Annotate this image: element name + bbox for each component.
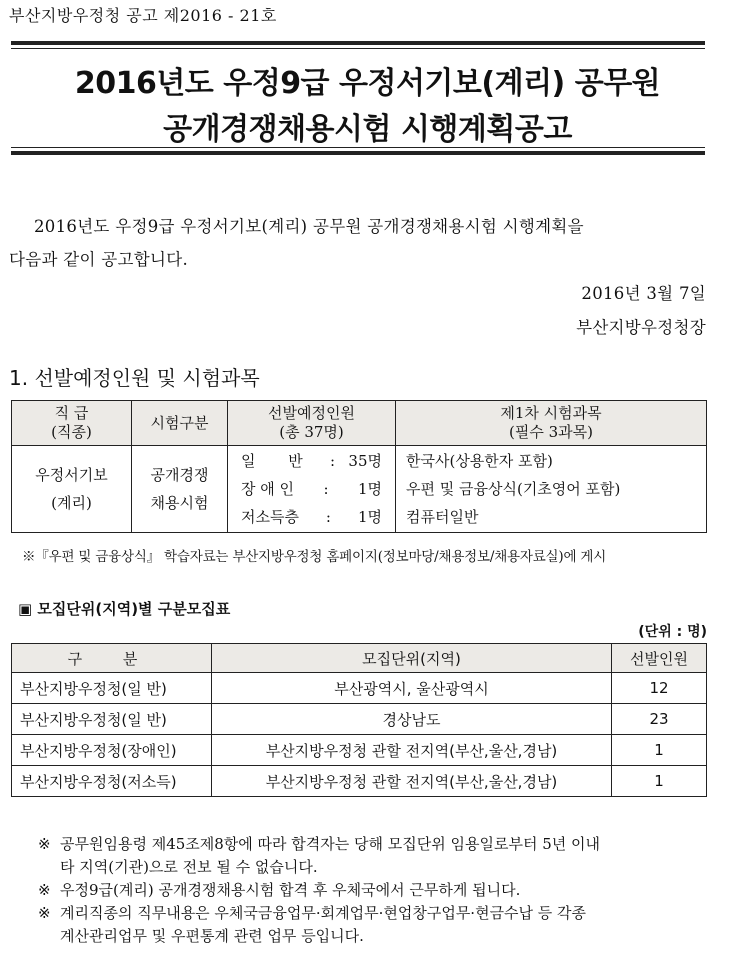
intro-line-2: 다음과 같이 공고합니다.	[9, 250, 189, 269]
header-subjects-sub: (필수 3과목)	[509, 423, 593, 441]
rank-sub-value: (계리)	[51, 494, 92, 512]
planned-general: 일 반 : 35명	[229, 447, 394, 475]
rank-value: 우정서기보	[35, 466, 108, 484]
header-division	[12, 644, 212, 673]
planned-label: 일 반	[241, 452, 317, 470]
recruit-table	[11, 643, 707, 797]
title-line-1: 2016년도 우정9급 우정서기보(계리) 공무원	[74, 66, 661, 101]
subject-item: 컴퓨터일반	[406, 508, 479, 526]
planned-label: 저소득층	[241, 508, 299, 526]
table-row	[12, 673, 707, 704]
division-cell: 부산지방우정청(장애인)	[12, 735, 212, 766]
header-planned-sub: (총 37명)	[279, 423, 344, 441]
table-row	[12, 766, 707, 797]
count-cell: 1	[612, 735, 707, 766]
header-count: 선발인원	[612, 644, 707, 673]
count-cell: 12	[612, 673, 707, 704]
cell-exam-type	[132, 446, 228, 533]
division-cell: 부산지방우정청(저소득)	[12, 766, 212, 797]
section-1-title: 1. 선발예정인원 및 시험과목	[9, 366, 260, 390]
header-subjects-label: 제1차 시험과목	[500, 404, 602, 422]
title-top-rule	[11, 41, 705, 45]
study-material-note: ※『우편 및 금융상식』 학습자료는 부산지방우정청 홈페이지(정보마당/채용정보/채용자료실)에 게시	[22, 549, 607, 565]
header-rank-label: 직 급	[54, 404, 89, 422]
notice-date: 2016년 3월 7일	[581, 284, 706, 303]
footnote-item	[38, 902, 708, 948]
notice-number: 부산지방우정청 공고 제2016 - 21호	[9, 6, 277, 25]
count-cell: 23	[612, 704, 707, 735]
header-planned	[228, 401, 396, 446]
recruit-table-title: ▣ 모집단위(지역)별 구분모집표	[18, 600, 231, 618]
title-top-rule-thin	[11, 48, 705, 49]
title-line-2: 공개경쟁채용시험 시행계획공고	[163, 112, 572, 147]
planned-count: 1명	[357, 480, 382, 498]
header-region: 모집단위(지역)	[212, 644, 612, 673]
count-cell: 1	[612, 766, 707, 797]
footnote-mark: ※	[38, 835, 51, 853]
cell-planned	[228, 446, 396, 533]
footnote-mark: ※	[38, 881, 51, 899]
region-cell: 부산지방우정청 관할 전지역(부산,울산,경남)	[212, 735, 612, 766]
header-planned-label: 선발예정인원	[268, 404, 355, 422]
header-rank	[12, 401, 132, 446]
division-cell: 부산지방우정청(일 반)	[12, 704, 212, 735]
table-row	[12, 735, 707, 766]
exam-type-line-2: 채용시험	[150, 494, 209, 512]
footnote-mark: ※	[38, 904, 51, 922]
subject-item: 우편 및 금융상식(기초영어 포함)	[406, 480, 621, 498]
footnote-line: 계리직종의 직무내용은 우체국금융업무·회계업무·현업창구업무·현금수납 등 각종	[60, 904, 587, 922]
footnotes	[38, 833, 708, 948]
planned-low-income: 저소득층 : 1명	[229, 503, 394, 531]
intro-line-1: 2016년도 우정9급 우정서기보(계리) 공무원 공개경쟁채용시험 시행계획을	[34, 217, 584, 236]
region-cell: 부산광역시, 울산광역시	[212, 673, 612, 704]
header-rank-sub: (직종)	[51, 423, 92, 441]
planned-label: 장 애 인	[241, 480, 295, 498]
cell-subjects	[396, 446, 707, 533]
footnote-line: 계산관리업무 및 우편통계 관련 업무 등입니다.	[60, 927, 364, 945]
planned-count: 35명	[348, 452, 382, 470]
title-bottom-rule-thin	[11, 147, 705, 148]
unit-label: (단위 : 명)	[638, 624, 707, 640]
footnote-line: 우정9급(계리) 공개경쟁채용시험 합격 후 우체국에서 근무하게 됩니다.	[60, 881, 521, 899]
cell-rank	[12, 446, 132, 533]
subject-item: 한국사(상용한자 포함)	[406, 452, 553, 470]
planned-count: 1명	[357, 508, 382, 526]
header-subjects	[396, 401, 707, 446]
footnote-item	[38, 833, 708, 879]
footnote-item	[38, 879, 708, 902]
division-cell: 부산지방우정청(일 반)	[12, 673, 212, 704]
planned-disabled: 장 애 인 : 1명	[229, 475, 394, 503]
selection-table	[11, 400, 707, 533]
title-bottom-rule	[11, 151, 705, 155]
footnote-line: 타 지역(기관)으로 전보 될 수 없습니다.	[60, 858, 318, 876]
header-division-label: 구 분	[67, 649, 156, 668]
region-cell: 경상남도	[212, 704, 612, 735]
table-row	[12, 704, 707, 735]
issuer: 부산지방우정청장	[576, 318, 706, 337]
header-exam-type: 시험구분	[132, 401, 228, 446]
region-cell: 부산지방우정청 관할 전지역(부산,울산,경남)	[212, 766, 612, 797]
footnote-line: 공무원임용령 제45조제8항에 따라 합격자는 당해 모집단위 임용일로부터 5년 이내	[60, 835, 601, 853]
exam-type-line-1: 공개경쟁	[150, 466, 209, 484]
